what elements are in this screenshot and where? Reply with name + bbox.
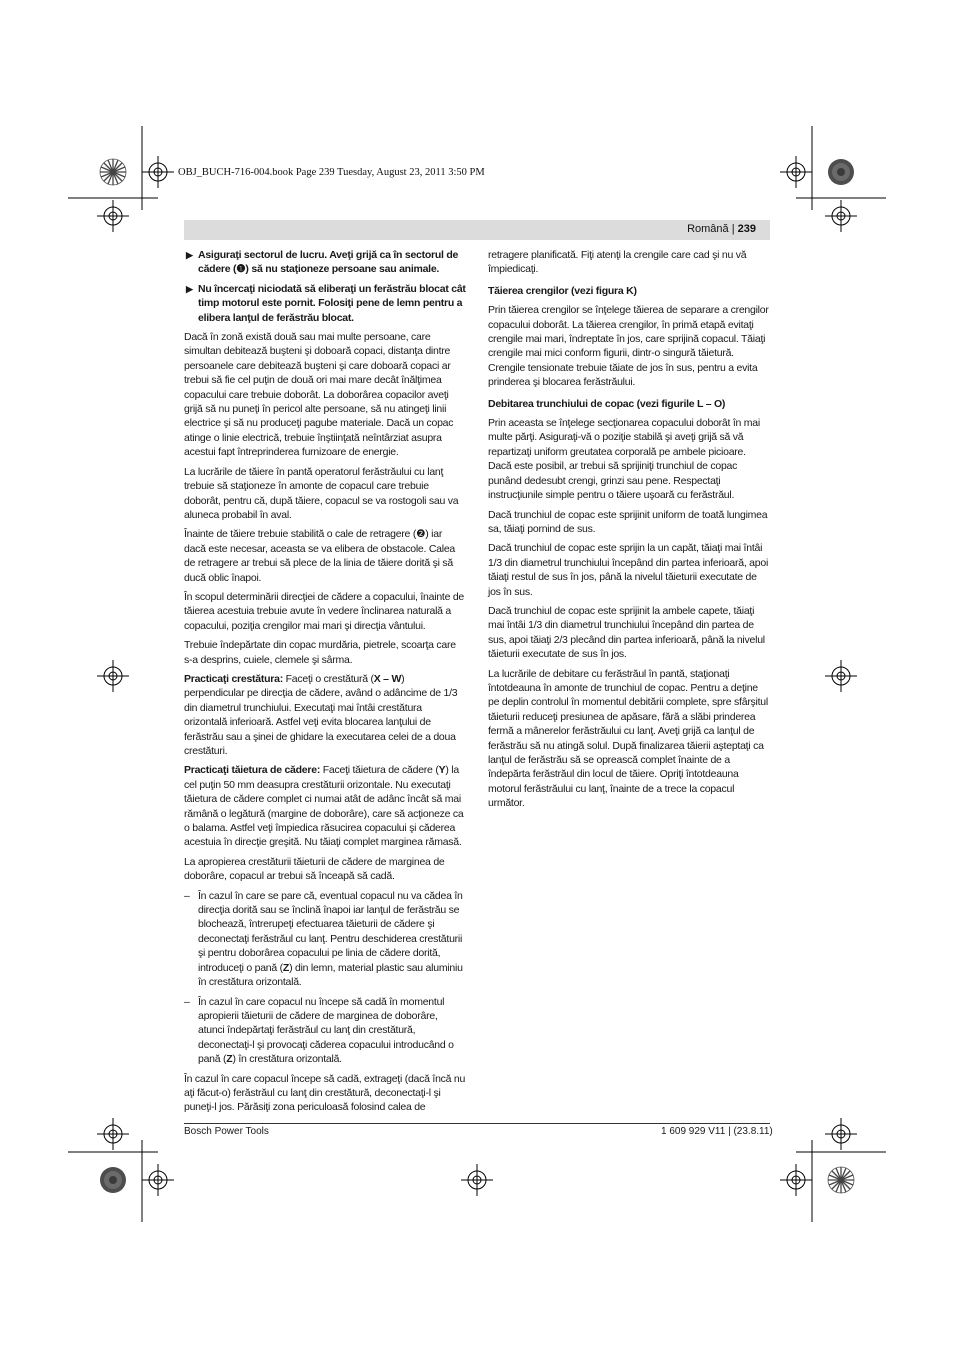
paragraph: Înainte de tăiere trebuie stabilită o cale de retragere (❷) iar dacă este necesar, aceasta se va elibera de obstacole. Calea de retragere ar trebui să plece de la linia de tăiere dorită şi să ducă oblic înapoi. bbox=[184, 528, 456, 584]
paragraph: retragere planificată. Fiţi atenţi la crengile care cad şi nu vă împiedicaţi. bbox=[488, 249, 747, 276]
text-span: Faceţi tăietura de cădere ( bbox=[320, 764, 439, 777]
figure-code: X – W bbox=[373, 672, 402, 685]
text-span: În cazul în care copacul nu începe să cadă în momentul apropierii tăieturii de cădere de marginea de doborâre, atunci îndepărtaţi ferăstrăul cu lanţ din crestătură, deconectaţi-l şi provocaţi căderea copacului introducând o pană ( bbox=[198, 995, 454, 1066]
triangle-right-icon: ▶ bbox=[186, 283, 193, 294]
text-span: În cazul în care se pare că, eventual copacul nu va cădea în direcţia dorită sau se înclină înapoi iar lanţul de ferăstrău se blochează, întrerupeţi efectuarea tăieturii de cădere şi deconectaţi ferăstrăul cu lanţ. Pentru deschiderea crestăturii şi pentru doborârea copacului pe linia de cădere dorită, introduceţi o pană ( bbox=[198, 889, 463, 974]
dash-mark: – bbox=[184, 995, 190, 1008]
text-span: ) perpendicular pe direcţia de cădere, având o adâncime de 1/3 din diametrul trunchiului. Executaţi mai întâi crestătura orizontală inferioară. Astfel veţi evita blocarea lanţului de ferăstrău sau a şinei de ghidare la executarea celei de a doua crestături. bbox=[184, 672, 458, 757]
paragraph: La lucrările de debitare cu ferăstrăul în pantă, staţionaţi întotdeauna în amonte de trunchiul de copac. Pentru a deţine pe deplin controlul în momentul debitării complete, spre sfârşitul tăieturii reduceţi presiunea de apăsare, fără a slăbi prinderea fermă a mânerelor ferăstrăului cu lanţ. Aveţi grijă ca lanţul de ferăstrău să nu atingă solul. După finalizarea tăierii aşteptaţi ca lanţul de ferăstrău să se oprească complet înainte de a îndepărta ferăstrăul din locul de tăiere. Opriţi întotdeauna motorul ferăstrăului cu lanţ, înainte de a trece la copacul următor. bbox=[488, 667, 768, 810]
section-heading: Tăierea crengilor (vezi figura K) bbox=[488, 284, 637, 297]
print-metadata-line: OBJ_BUCH-716-004.book Page 239 Tuesday, August 23, 2011 3:50 PM bbox=[178, 167, 485, 178]
paragraph: Trebuie îndepărtate din copac murdăria, pietrele, scoarţa care s-a desprins, cuiele, clemele şi sârma. bbox=[184, 639, 456, 666]
paragraph: În scopul determinării direcţiei de cădere a copacului, înainte de tăierea acestuia trebuie avute în vedere înclinarea naturală a copacului, poziţia crengilor mai mari şi direcţia vântului. bbox=[184, 590, 465, 632]
text-span: ) la cel puţin 50 mm deasupra crestăturii orizontale. Nu executaţi tăietura de cădere complet ci numai atât de adânc încât să mai rămână o legătură (margine de doborâre), care să acţioneze ca o balama. Astfel veţi împiedica răsucirea copacului şi căderea acestuia în direcţie greşită. Nu tăiaţi complet marginea rămasă. bbox=[184, 764, 464, 849]
paragraph: Dacă în zonă există două sau mai multe persoane, care simultan debitează buşteni şi doboară copaci, distanţa dintre persoanele care debitează buşteni şi care doboară copaci ar trebui să fie cel puţin de două ori mai mare decât înălţimea copacului care trebuie doborât. La doborârea copacilor aveţi grijă să nu puneţi în pericol alte persoane, să nu atingeţi linii electrice şi să nu produceţi pagube materiale. Dacă un copac atinge o linie electrică, trebuie înştiinţată neîntârziat asupra acestui fapt întreprinderea furnizoare de energie. bbox=[184, 331, 454, 459]
footer-code: 1 609 929 V11 | (23.8.11) bbox=[661, 1126, 773, 1137]
paragraph: La apropierea crestăturii tăieturii de cădere de marginea de doborâre, copacul ar trebui să înceapă să cadă. bbox=[184, 855, 445, 883]
header-separator: | bbox=[731, 223, 735, 235]
bullet-text: Nu încercaţi niciodată să eliberaţi un ferăstrău blocat cât timp motorul este pornit. Folosiţi pene de lemn pentru a elibera lanţul de ferăstrău blocat. bbox=[198, 282, 466, 324]
figure-code: Y bbox=[438, 764, 446, 777]
paragraph: Dacă trunchiul de copac este sprijinit uniform de toată lungimea sa, tăiaţi pornind de sus. bbox=[488, 508, 768, 535]
page-number: 239 bbox=[737, 223, 756, 235]
section-heading: Debitarea trunchiului de copac (vezi figurile L – O) bbox=[488, 397, 726, 410]
paragraph-lead: Practicaţi tăietura de cădere: bbox=[184, 764, 321, 777]
text-span: Faceţi o crestătură ( bbox=[282, 672, 374, 685]
paragraph: Dacă trunchiul de copac este sprijin la un capăt, tăiaţi mai întâi 1/3 din diametrul trunchiului începând din partea inferioară, apoi tăiaţi restul de sus în jos, până la nivelul tăieturii executate de jos în sus. bbox=[488, 542, 769, 598]
paragraph: Dacă trunchiul de copac este sprijinit la ambele capete, tăiaţi mai întâi 1/3 din diametrul trunchiului începând din partea de sus, apoi tăiaţi 2/3 plecând din partea inferioară, până la nivelul tăieturii executate de sus în jos. bbox=[488, 604, 765, 661]
footer-brand: Bosch Power Tools bbox=[184, 1126, 269, 1137]
dash-mark: – bbox=[184, 889, 190, 902]
figure-code: Z bbox=[226, 1053, 233, 1066]
figure-code: Z bbox=[282, 961, 290, 974]
bullet-text: Asiguraţi sectorul de lucru. Aveţi grijă ca în sectorul de cădere (❶) să nu staţioneze persoane sau animale. bbox=[198, 249, 459, 276]
triangle-right-icon: ▶ bbox=[186, 250, 193, 260]
paragraph-lead: Practicaţi crestătura: bbox=[184, 672, 283, 685]
header-language: Română bbox=[687, 223, 729, 235]
paragraph: Prin tăierea crengilor se înţelege tăierea de separare a crengilor copacului doborât. La tăierea crengilor, în primă etapă evitaţi crengile mai mari, îndreptate în jos, care sprijină copacul. Tăiaţi crengile mai mici conform figurii, dintr-o singură tăietură. Crengile tensionate trebuie tăiate de jos în sus, pentru a evita prinderea şi blocarea ferăstrăului. bbox=[488, 304, 769, 389]
paragraph: Prin aceasta se înţelege secţionarea copacului doborât în mai multe părţi. Asiguraţi-vă o poziţie stabilă şi aveţi grijă să vă repartizaţi uniform greutatea corporală pe ambele picioare. Dacă este posibil, ar trebui să sprijiniţi trunchiul de copac punând dedesubt crengi, grinzi sau pene. Respectaţi instrucţiunile simple pentru o tăiere uşoară cu ferăstrăul. bbox=[488, 417, 760, 502]
text-span: ) din lemn, material plastic sau aluminiu în crestătura orizontală. bbox=[198, 961, 463, 989]
text-span: ) în crestătura orizontală. bbox=[232, 1053, 342, 1066]
paragraph: La lucrările de tăiere în pantă operatorul ferăstrăului cu lanţ trebuie să staţioneze în amonte de copacul care trebuie doborât, pentru că, după tăiere, copacul se va rostogoli sau va aluneca probabil în aval. bbox=[184, 465, 459, 521]
paragraph: În cazul în care copacul începe să cadă, extrageţi (dacă încă nu aţi făcut-o) ferăstrăul cu lanţ din crestătură, deconectaţi-l şi puneţi-l jos. Părăsiţi zona periculoasă folosind calea de bbox=[184, 1072, 466, 1114]
